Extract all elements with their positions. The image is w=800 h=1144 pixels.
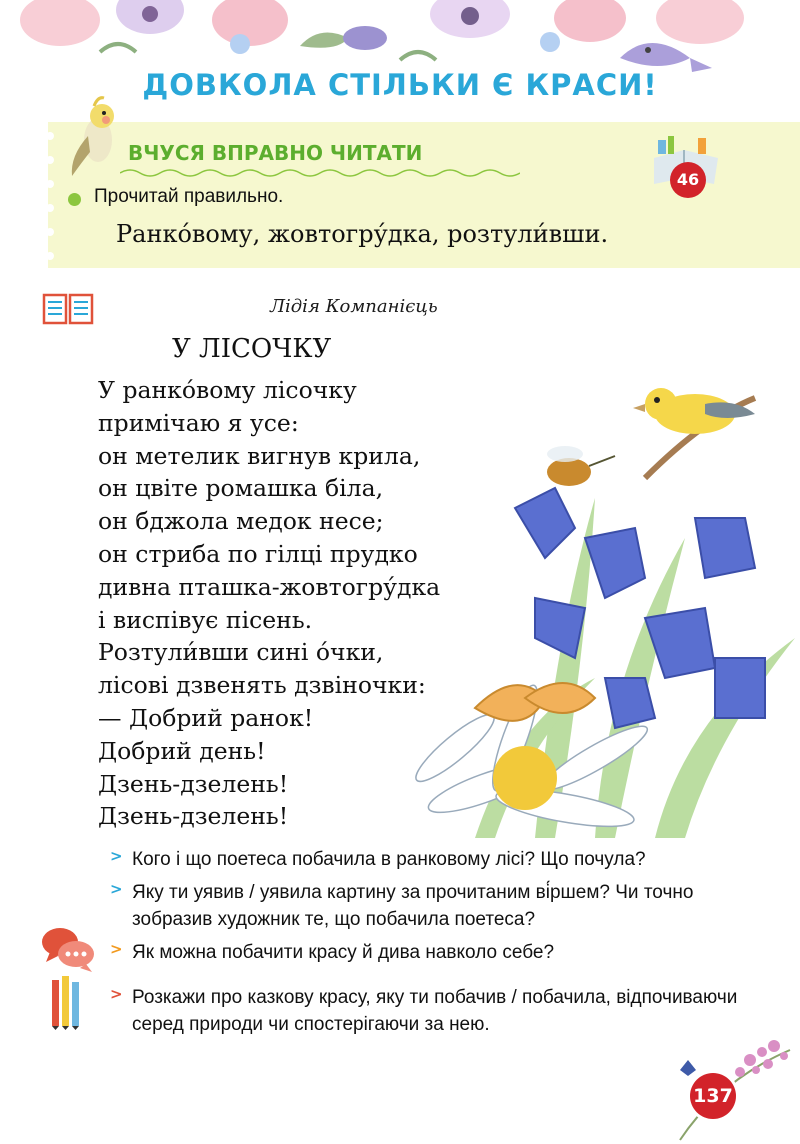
bellflowers-illustration bbox=[395, 368, 800, 838]
poem-line: Розтули́вши сині о́чки, bbox=[98, 638, 384, 667]
question-text: Кого і що поетеса побачила в ранковому лісі? Що почула? bbox=[132, 849, 646, 870]
poem-line: і виспівує пісень. bbox=[98, 605, 313, 634]
question-text: Як можна побачити красу й дива навколо себе? bbox=[132, 942, 555, 963]
instruction-text: Прочитай правильно. bbox=[94, 186, 284, 207]
poem-line: он бджола медок несе; bbox=[98, 507, 384, 536]
parrot-icon bbox=[64, 96, 124, 178]
poem-line: он метелик вигнув крила, bbox=[98, 441, 421, 470]
questions-list bbox=[108, 846, 748, 1044]
chevron-right-icon: > bbox=[110, 985, 123, 1003]
pencils-icon bbox=[48, 974, 84, 1030]
question-text: Розкажи про казкову красу, яку ти побачив / побачила, відпочиваючи серед природи чи спостерігаючи за нею. bbox=[132, 987, 738, 1035]
question-item bbox=[108, 939, 748, 966]
chevron-right-icon: > bbox=[110, 847, 123, 865]
poem-line: он цвіте ромашка біла, bbox=[98, 474, 384, 503]
poem-line: Добрий день! bbox=[98, 736, 266, 765]
chevron-right-icon: > bbox=[110, 880, 123, 898]
poem-author: Лідія Компанієць bbox=[270, 296, 438, 317]
poem-line: примічаю я усе: bbox=[98, 408, 299, 437]
notebook-edge-decoration bbox=[48, 122, 58, 268]
poem-line: — Добрий ранок! bbox=[98, 703, 314, 732]
bullet-dot bbox=[68, 193, 81, 206]
question-text: Яку ти уявив / уявила картину за прочитаним ві́ршем? Чи точно зобразив художник те, що побачила поетеса? bbox=[132, 882, 694, 930]
poem-line: У ранко́вому лісочку bbox=[98, 376, 357, 404]
question-item bbox=[108, 846, 748, 873]
note-heading: ВЧУСЯ ВПРАВНО ЧИТАТИ bbox=[128, 141, 423, 165]
poem-title: У ЛІСОЧКУ bbox=[172, 334, 332, 364]
page-number: 137 bbox=[690, 1073, 736, 1119]
section-title: ДОВКОЛА СТІЛЬКИ Є КРАСИ! bbox=[142, 68, 658, 102]
open-book-icon bbox=[42, 291, 94, 325]
lesson-number-badge: 46 bbox=[670, 162, 706, 198]
poem-line: Дзень-дзелень! bbox=[98, 802, 289, 831]
discussion-icon bbox=[40, 926, 96, 972]
poem-line: лісові дзвенять дзвіночки: bbox=[98, 671, 426, 700]
flower-border-decoration bbox=[0, 0, 800, 78]
poem-text bbox=[98, 374, 440, 833]
question-item bbox=[108, 879, 748, 933]
chevron-right-icon: > bbox=[110, 940, 123, 958]
practice-words: Ранко́вому, жовтогру́дка, розтули́вши. bbox=[116, 220, 609, 248]
poem-line: он стриба по гілці прудко bbox=[98, 539, 418, 568]
wavy-underline bbox=[120, 166, 520, 180]
poem-line: дивна пташка-жовтогру́дка bbox=[98, 572, 441, 601]
question-item bbox=[108, 984, 748, 1038]
poem-line: Дзень-дзелень! bbox=[98, 769, 289, 798]
